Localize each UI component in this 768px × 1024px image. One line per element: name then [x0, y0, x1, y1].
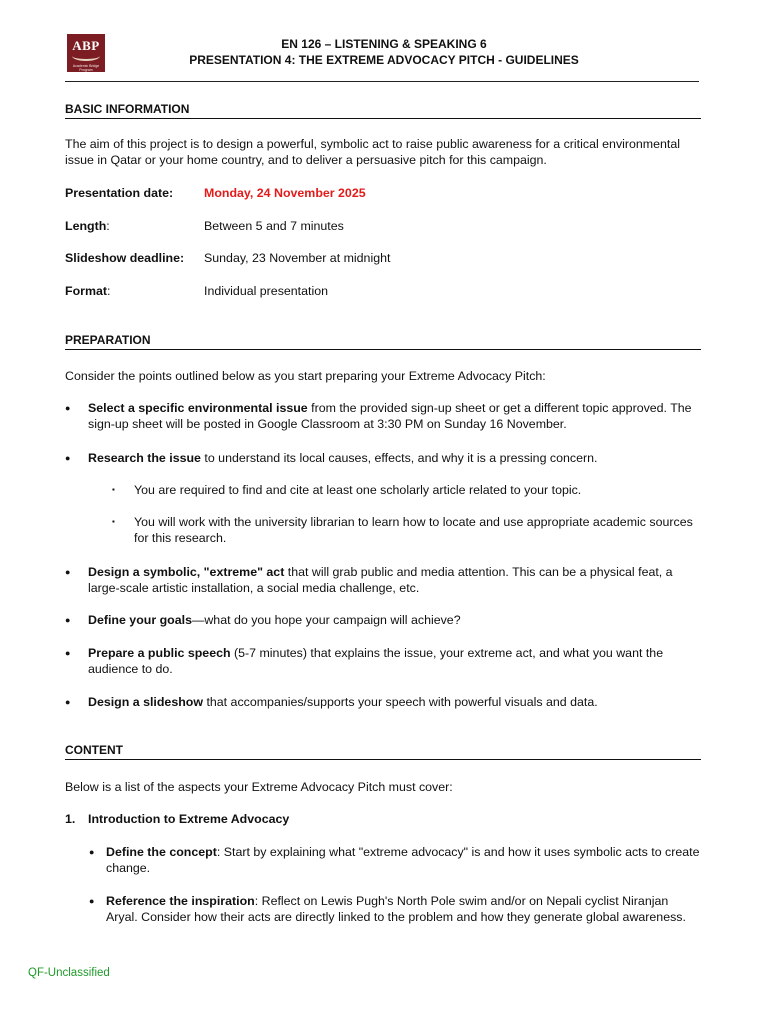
- prep-item-bold: Define your goals: [88, 613, 192, 627]
- course-title: EN 126 – LISTENING & SPEAKING 6: [281, 37, 487, 51]
- prep-item-goals: [88, 612, 700, 628]
- content-item-title: Introduction to Extreme Advocacy: [88, 812, 290, 826]
- content-subitem-bold: Reference the inspiration: [106, 894, 255, 908]
- square-bullet-icon: ▪: [112, 485, 115, 494]
- prep-subitem-librarian: You will work with the university librarian to learn how to locate and use appropriate academic sources for this research.: [134, 515, 693, 545]
- content-intro: Below is a list of the aspects your Extreme Advocacy Pitch must cover:: [65, 780, 453, 794]
- content-item-number: 1.: [65, 812, 76, 826]
- bullet-icon: ●: [65, 567, 71, 577]
- format-value: Individual presentation: [204, 284, 328, 298]
- prep-item-slideshow: [88, 694, 700, 710]
- prep-item-design-act: [88, 564, 700, 596]
- preparation-intro: Consider the points outlined below as you start preparing your Extreme Advocacy Pitch:: [65, 369, 546, 383]
- bullet-icon: ●: [65, 697, 71, 707]
- square-bullet-icon: ▪: [112, 517, 115, 526]
- basic-intro: The aim of this project is to design a powerful, symbolic act to raise public awareness for a critical environmental issue in Qatar or your home country, and to deliver a persuasive pitch for this campaign.: [65, 137, 680, 167]
- prep-item-text: from the provided sign-up sheet or get a different topic approved. The sign-up sheet will be posted in Google Classroom at 3:30 PM on Sunday 16 November.: [88, 401, 692, 431]
- format-label: [65, 283, 110, 299]
- bullet-icon: ●: [65, 615, 71, 625]
- section-content-heading: CONTENT: [65, 742, 701, 760]
- format-colon: :: [107, 284, 111, 298]
- bullet-icon: ●: [89, 847, 95, 857]
- prep-item-bold: Design a slideshow: [88, 695, 203, 709]
- prep-item-text: that will grab public and media attention. This can be a physical feat, a large-scale artistic installation, a social media challenge, etc.: [88, 565, 673, 595]
- section-basic-heading: BASIC INFORMATION: [65, 101, 701, 119]
- classification-footer: QF-Unclassified: [28, 967, 110, 979]
- date-label: Presentation date:: [65, 186, 174, 200]
- deadline-label: Slideshow deadline:: [65, 251, 185, 265]
- logo-abbr: ABP: [72, 38, 100, 53]
- content-subitem-bold: Define the concept: [106, 845, 217, 859]
- prep-item-research: [88, 450, 700, 466]
- prep-item-speech: [88, 645, 700, 677]
- bullet-icon: ●: [65, 648, 71, 658]
- format-label-text: Format: [65, 284, 107, 298]
- length-label: [65, 218, 110, 234]
- bullet-icon: ●: [65, 453, 71, 463]
- length-value: Between 5 and 7 minutes: [204, 219, 344, 233]
- length-colon: :: [106, 219, 110, 233]
- content-subitem-inspiration: [106, 893, 700, 925]
- content-subitem-text: : Reflect on Lewis Pugh's North Pole swim and/or on Nepali cyclist Niranjan Aryal. Consider how their acts are directly linked to the problem and how they generate global awareness.: [106, 894, 686, 924]
- section-preparation-heading: PREPARATION: [65, 332, 701, 350]
- prep-item-select-issue: [88, 400, 700, 432]
- content-subitem-define: [106, 844, 700, 876]
- header-divider: [65, 81, 699, 82]
- logo-subtitle: Academic Bridge Program: [72, 64, 100, 72]
- prep-item-text: to understand its local causes, effects, and why it is a pressing concern.: [200, 451, 598, 465]
- prep-item-text: (5-7 minutes) that explains the issue, your extreme act, and what you want the audience to do.: [88, 646, 664, 676]
- prep-item-bold: Prepare a public speech: [88, 646, 231, 660]
- length-label-text: Length: [65, 219, 107, 233]
- bullet-icon: ●: [89, 896, 95, 906]
- document-title: PRESENTATION 4: THE EXTREME ADVOCACY PITCH - GUIDELINES: [189, 53, 579, 67]
- date-value: Monday, 24 November 2025: [204, 186, 366, 200]
- prep-item-bold: Research the issue: [88, 451, 201, 465]
- prep-item-text: that accompanies/supports your speech with powerful visuals and data.: [203, 695, 598, 709]
- content-subitem-text: : Start by explaining what "extreme advocacy" is and how it uses symbolic acts to create change.: [106, 845, 700, 875]
- bullet-icon: ●: [65, 403, 71, 413]
- prep-item-text: —what do you hope your campaign will achieve?: [191, 613, 461, 627]
- prep-subitem-scholarly: You are required to find and cite at least one scholarly article related to your topic.: [134, 483, 582, 497]
- prep-item-bold: Select a specific environmental issue: [88, 401, 308, 415]
- prep-item-bold: Design a symbolic, "extreme" act: [88, 565, 285, 579]
- deadline-value: Sunday, 23 November at midnight: [204, 251, 391, 265]
